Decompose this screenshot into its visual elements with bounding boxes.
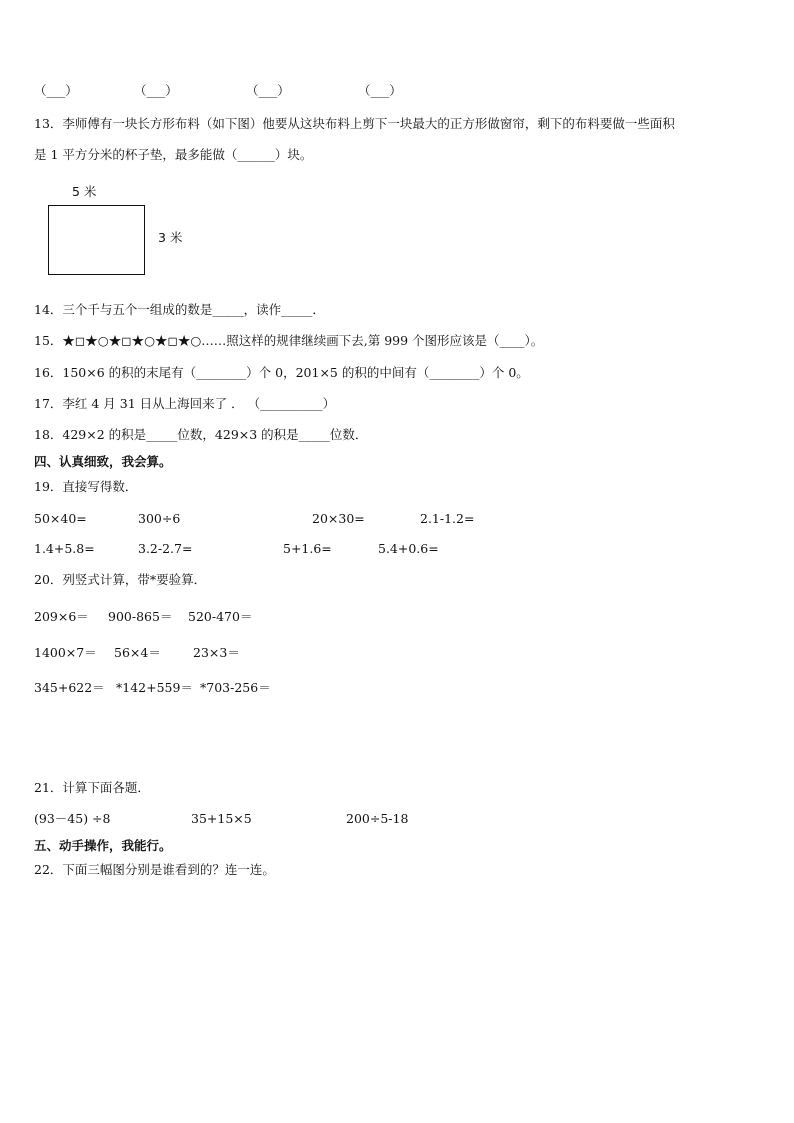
- calc-item: 2.1-1.2=: [420, 511, 475, 526]
- question-20-title: 20．列竖式计算，带*要验算．: [34, 572, 207, 587]
- fabric-rectangle: [48, 205, 145, 275]
- calc-item: 5.4+0.6=: [378, 541, 439, 556]
- vertical-calc-item: *703-256＝: [200, 680, 271, 695]
- question-17: 17．李红 4 月 31 日从上海回来了 ． （__________）: [34, 396, 336, 411]
- calc-item: 300÷6: [138, 511, 181, 526]
- vertical-calc-item: 209×6＝: [34, 609, 89, 624]
- calc-item: 50×40=: [34, 511, 87, 526]
- question-13-line2: 是 1 平方分米的杯子垫，最多能做（______）块。: [34, 147, 313, 162]
- section-5-heading: 五、动手操作，我能行。: [34, 838, 172, 853]
- vertical-calc-item: 1400×7＝: [34, 645, 97, 660]
- section-4-heading: 四、认真细致，我会算。: [34, 454, 172, 469]
- calc-item: 1.4+5.8=: [34, 541, 95, 556]
- calc-item: 200÷5-18: [346, 811, 409, 826]
- calc-item: 35+15×5: [191, 811, 252, 826]
- vertical-calc-item: 56×4＝: [114, 645, 161, 660]
- question-18: 18．429×2 的积是_____位数，429×3 的积是_____位数．: [34, 427, 368, 442]
- calc-item: 5+1.6=: [283, 541, 332, 556]
- calc-item: 3.2-2.7=: [138, 541, 193, 556]
- question-14: 14．三个千与五个一组成的数是_____，读作_____．: [34, 302, 325, 317]
- vertical-calc-item: 520-470＝: [188, 609, 253, 624]
- answer-blank: （___）: [134, 83, 178, 98]
- answer-blank: （___）: [358, 83, 402, 98]
- calc-item: (93－45) ÷8: [34, 811, 111, 826]
- rectangle-height-label: 3 米: [158, 230, 183, 245]
- answer-blank: （___）: [246, 83, 290, 98]
- vertical-calc-item: 345+622＝: [34, 680, 105, 695]
- vertical-calc-item: *142+559＝: [116, 680, 193, 695]
- rectangle-width-label: 5 米: [72, 184, 97, 199]
- question-21-title: 21．计算下面各题．: [34, 780, 150, 795]
- calc-item: 20×30=: [312, 511, 365, 526]
- vertical-calc-item: 900-865＝: [108, 609, 173, 624]
- question-19-title: 19．直接写得数．: [34, 479, 138, 494]
- answer-blank: （___）: [34, 83, 78, 98]
- question-13-line1: 13．李师傅有一块长方形布料（如下图）他要从这块布料上剪下一块最大的正方形做窗帘，剩下的布料要做一些面积: [34, 116, 675, 131]
- vertical-calc-item: 23×3＝: [193, 645, 240, 660]
- question-22: 22．下面三幅图分别是谁看到的？连一连。: [34, 862, 275, 877]
- question-15: 15．★◻★○★◻★○★◻★○……照这样的规律继续画下去,第 999 个图形应该是（____）。: [34, 333, 544, 348]
- question-16: 16．150×6 的积的末尾有（________）个 0，201×5 的积的中间有（________）个 0。: [34, 365, 529, 380]
